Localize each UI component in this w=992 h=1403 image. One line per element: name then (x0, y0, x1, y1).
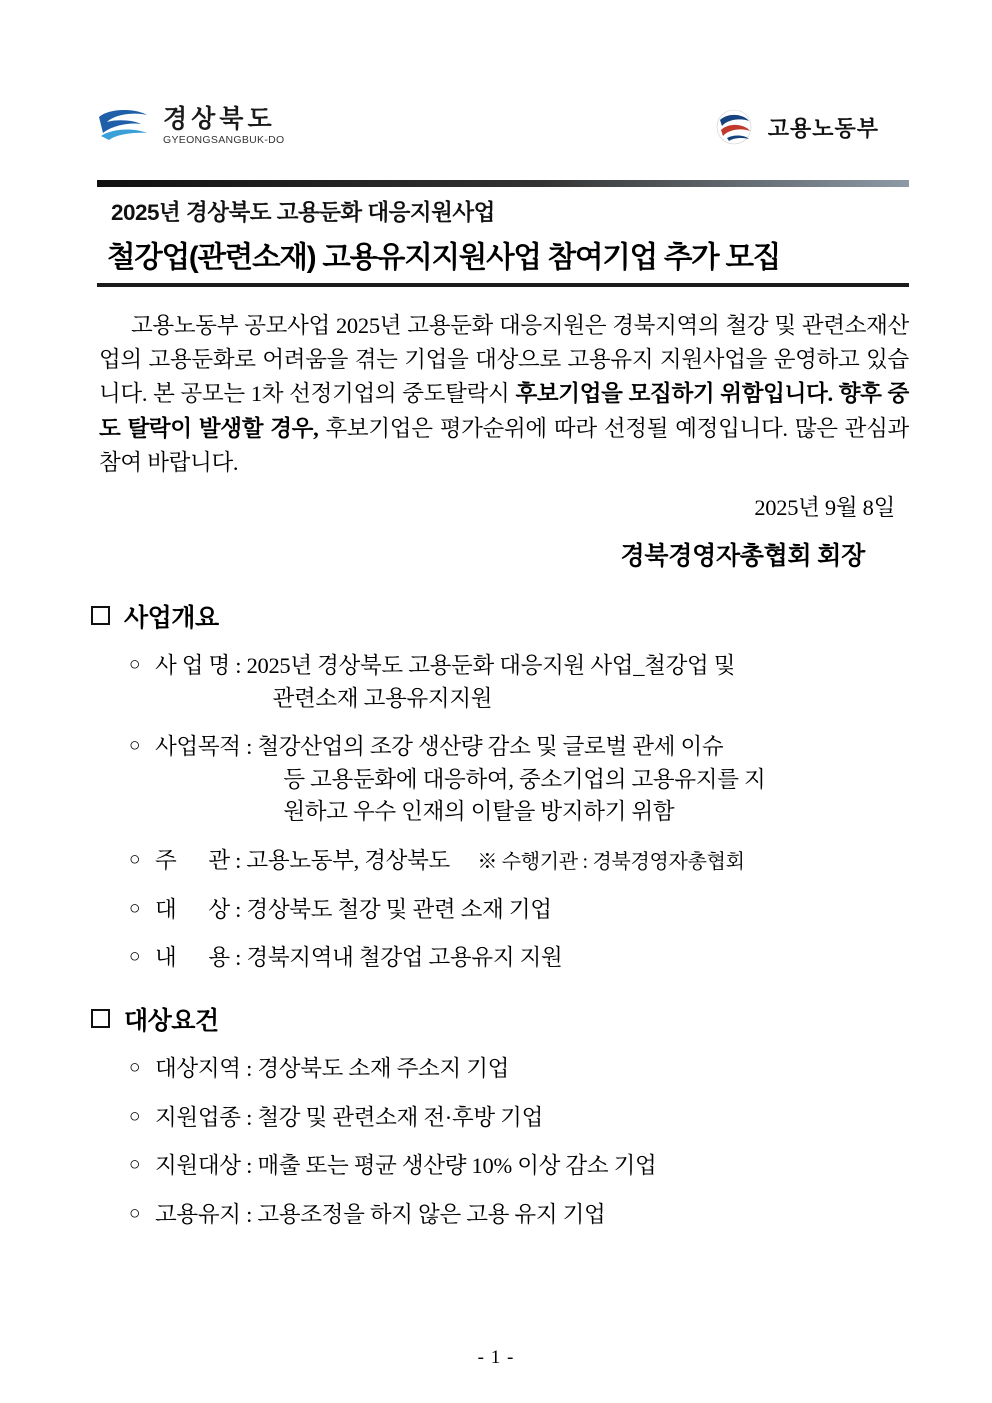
intro-text-bold: 후보기업을 모집하기 위함입니다. 향후 중도 탈락이 발생할 경우, (99, 381, 909, 441)
header-logo-row (85, 100, 917, 162)
circle-bullet-icon: ○ (129, 849, 141, 871)
section-eligibility (85, 1001, 917, 1232)
item-line: 경북지역내 철강업 고용유지 지원 (246, 945, 563, 971)
item-label: 지원업종 : (155, 1104, 258, 1130)
circle-bullet-icon: ○ (129, 1105, 141, 1127)
item-line: 철강산업의 조강 생산량 감소 및 글로벌 관세 이슈 (257, 734, 724, 760)
item-body (257, 1150, 917, 1183)
item-line: 원하고 우수 인재의 이탈을 방지하기 위함 (283, 799, 675, 825)
item-label: 사 업 명 : (155, 652, 247, 678)
circle-bullet-icon: ○ (129, 735, 141, 757)
item-label: 지원대상 : (155, 1153, 258, 1179)
swoosh-icon (95, 106, 153, 146)
circle-bullet-icon: ○ (129, 1202, 141, 1224)
list-item (129, 942, 917, 975)
item-line: 고용노동부, 경상북도 (246, 848, 450, 874)
item-label: 고용유지 : (155, 1201, 258, 1227)
list-item (129, 731, 917, 829)
item-label: 내 용 : (155, 945, 247, 971)
circle-bullet-icon: ○ (129, 1154, 141, 1176)
item-body (246, 942, 917, 975)
page-number: - 1 - (477, 1347, 515, 1368)
item-line: 경상북도 소재 주소지 기업 (257, 1055, 510, 1081)
section-business-overview (85, 598, 917, 975)
item-body (257, 731, 917, 829)
section-heading (91, 1001, 917, 1037)
gyeongsangbuk-do-logo (95, 106, 284, 146)
circle-bullet-icon: ○ (129, 897, 141, 919)
document-signature: 경북경영자총협회 회장 (620, 542, 865, 570)
list-item (129, 650, 917, 715)
list-item (129, 1150, 917, 1183)
item-note: ※ 수행기관 : 경북경영자총협회 (477, 851, 745, 874)
circle-bullet-icon: ○ (129, 653, 141, 675)
section-title: 대상요건 (124, 1006, 219, 1035)
list-item (129, 1199, 917, 1232)
list-item (129, 894, 917, 927)
list-item (129, 1053, 917, 1086)
item-label: 대상지역 : (155, 1055, 258, 1081)
document-date: 2025년 9월 8일 (754, 494, 895, 520)
item-line: 매출 또는 평균 생산량 10% 이상 감소 기업 (257, 1153, 657, 1179)
square-bullet-icon (91, 1009, 110, 1028)
logo-english-name: GYEONGSANGBUK-DO (163, 133, 285, 146)
square-bullet-icon (91, 606, 110, 625)
list-item (129, 845, 917, 878)
section-title: 사업개요 (124, 603, 219, 632)
item-line: 2025년 경상북도 고용둔화 대응지원 사업_철강업 및 (246, 652, 736, 678)
item-line: 경상북도 철강 및 관련 소재 기업 (246, 896, 552, 922)
ministry-of-employment-logo (714, 108, 879, 146)
item-body (257, 1053, 917, 1086)
government-emblem-icon (714, 108, 758, 146)
list-item (129, 1102, 917, 1135)
item-body (257, 1199, 917, 1232)
item-label: 대 상 : (155, 896, 247, 922)
intro-text-part2: 후보기업은 평가순위에 따라 선정될 예정입니다. 많은 관심과 참여 바랍니다. (99, 415, 909, 475)
item-body (246, 845, 917, 878)
ministry-name: 고용노동부 (767, 115, 879, 141)
circle-bullet-icon: ○ (129, 946, 141, 968)
circle-bullet-icon: ○ (129, 1056, 141, 1078)
page-title: 철강업(관련소재) 고용유지지원사업 참여기업 추가 모집 (107, 241, 781, 274)
item-line: 고용조정을 하지 않은 고용 유지 기업 (257, 1201, 606, 1227)
item-line: 철강 및 관련소재 전·후방 기업 (257, 1104, 544, 1130)
logo-text-block (163, 104, 285, 146)
item-body (247, 650, 917, 715)
item-line: 등 고용둔화에 대응하여, 중소기업의 고용유지를 지 (283, 766, 766, 792)
item-body (246, 894, 917, 927)
intro-paragraph (99, 309, 909, 480)
title-block (85, 180, 917, 287)
logo-korean-name: 경상북도 (163, 104, 276, 133)
item-label: 주 관 : (155, 848, 247, 874)
item-line: 관련소재 고용유지지원 (272, 685, 493, 711)
intro-text-part1: 고용노동부 공모사업 2025년 고용둔화 대응지원은 경북지역의 철강 및 관련소재산업의 고용둔화로 어려움을 겪는 기업을 대상으로 고용유지 지원사업을 운영하고 있습니다. 본 공모는 1차 선정기업의 중도탈락시 (99, 313, 909, 407)
title-top-rule (97, 180, 909, 187)
document-subtitle: 2025년 경상북도 고용둔화 대응지원사업 (111, 200, 495, 225)
title-bottom-rule (97, 283, 909, 287)
section-heading (91, 598, 917, 634)
item-label: 사업목적 : (155, 734, 258, 760)
item-body (257, 1102, 917, 1135)
